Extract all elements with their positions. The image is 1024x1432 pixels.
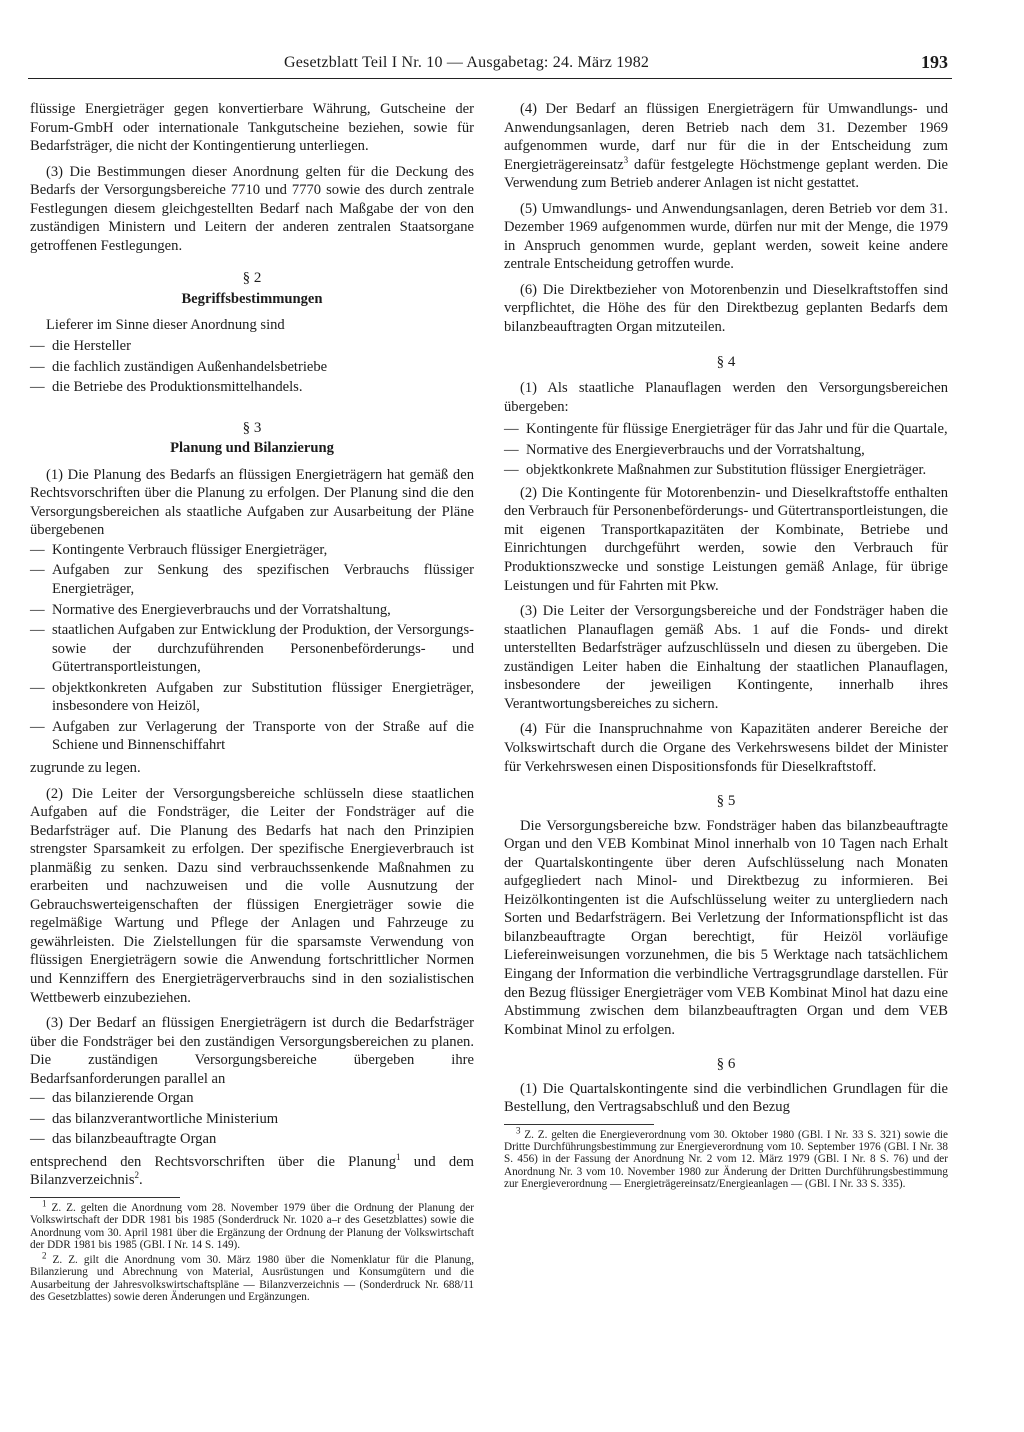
section-number: § 5 [716, 793, 736, 810]
footnote [30, 1250, 474, 1304]
list-item: — die Hersteller [30, 337, 474, 356]
paragraph: flüssige Energieträger gegen konvertierbare Währung, Gutscheine der Forum-GmbH oder internationale Tankgutscheine beziehen, sowie für Bedarfsträger, die nicht der Kontingentierung unterliegen. [30, 101, 474, 155]
paragraph: (5) Umwandlungs- und Anwendungsanlagen, deren Betrieb vor dem 31. Dezember 1969 aufgenommen wurde, dürfen nur mit der Menge, die 1979 in Anspruch genommen wurde, geplant werden, soweit keine andere zentrale Entscheidung getroffen wurde. [504, 200, 948, 273]
footnote-text: Z. Z. gelten die Anordnung vom 28. November 1979 über die Ordnung der Planung der Volkswirtschaft der DDR 1981 bis 1985 (Sonderdruck Nr. 1020 a–r des Gesetzblattes) sowie die Anordnung vom 30. April 1981 über die Ergänzung der Ordnung der Planung der Volkswirtschaft der DDR 1981 bis 1985 (GBl. I Nr. 14 S. 149). [30, 1201, 474, 1251]
paragraph: (2) Die Kontingente für Motorenbenzin- und Dieselkraftstoffe enthalten den Verbrauch für Personenbeförderungs- und Gütertransportleistungen, die mit eigenen Transportkapazitäten der Kombinate, Betriebe und Einrichtungen durchgeführt werden, sowie den Verbrauch für Produktionszwecke und sonstige Leistungen gemäß Anlage, für übrige Leistungen und für Fahrten mit Pkw. [504, 484, 948, 594]
right-column [504, 100, 948, 1193]
paragraph: (1) Die Quartalskontingente sind die verbindlichen Grundlagen für die Bestellung, den Vertragsabschluß und den Bezug [504, 1080, 948, 1116]
section-title: Planung und Bilanzierung [170, 440, 334, 457]
paragraph: Die Versorgungsbereiche bzw. Fondsträger haben das bilanzbeauftragte Organ und den VEB Kombinat Minol innerhalb von 10 Tagen nach Erhalt der Quartalskontingente über deren Aufschlüsselung nach Monaten aufgegliedert nach Minol- und Direktbezug zu informieren. Bei Heizölkontingenten ist die Aufschlüsselung weiter zu untergliedern nach Sorten und Bedarfsträgern. Bei Verletzung der Informationspflicht ist das bilanzbeauftragte Organ berechtigt, für Heizöl vorläufige Liefereinweisungen vorzunehmen, die bis 5 Werktage nach tatsächlichem Eingang der Information die verbindliche Vertragsgrundlage darstellen. Für den Bezug flüssiger Energieträger vom VEB Kombinat Minol hat dazu eine Abstimmung zwischen dem bilanzbeauftragten Organ und dem VEB Kombinat Minol zu erfolgen. [504, 817, 948, 1038]
page-header [28, 52, 952, 79]
paragraph: (3) Der Bedarf an flüssigen Energieträgern ist durch die Bedarfsträger über die Fondsträger bei den zuständigen Versorgungsbereichen zu planen. Die zuständigen Versorgungsbereiche übergeben ihre Bedarfsanforderungen parallel an [30, 1015, 474, 1087]
recipient-list [30, 1089, 474, 1149]
list-item: — Aufgaben zur Verlagerung der Transporte von der Straße auf die Schiene und Binnenschiffahrt [30, 718, 474, 755]
footnote-text: Z. Z. gelten die Energieverordnung vom 30. Oktober 1980 (GBl. I Nr. 33 S. 321) sowie die Dritte Durchführungsbestimmung zur Energieverordnung vom 10. September 1976 (GBl. I Nr. 38 S. 456) in der Fassung der Anordnung Nr. 2 vom 12. März 1979 (GBl. I Nr. 8 S. 76) und der Anordnung Nr. 3 vom 10. November 1980 zur Änderung der Dritten Durchführungsbestimmung zur Energieverordnung — Energieträgereinsatz/Energieanlagen — (GBl. I Nr. 33 S. 335). [504, 1128, 948, 1190]
list-item: — staatlichen Aufgaben zur Entwicklung der Produktion, der Versorgungs- sowie der durchzuführenden Personenbeförderungs- und Gütertransportleistungen, [30, 621, 474, 677]
list-item: — Aufgaben zur Senkung des spezifischen Verbrauchs flüssiger Energieträger, [30, 561, 474, 598]
left-column [30, 100, 474, 1306]
footnote-mark: 3 [516, 1125, 521, 1136]
footnote-ref: 3 [623, 154, 629, 165]
section-number: § 3 [242, 419, 262, 436]
paragraph: Lieferer im Sinne dieser Anordnung sind [46, 317, 285, 334]
list-item: — objektkonkrete Maßnahmen zur Substitution flüssiger Energieträger. [504, 461, 948, 480]
list-item: — das bilanzverantwortliche Ministerium [30, 1110, 474, 1129]
footnote-mark: 2 [42, 1250, 47, 1261]
footnote-mark: 1 [42, 1198, 47, 1209]
list-item: — Kontingente Verbrauch flüssiger Energieträger, [30, 541, 474, 560]
paragraph: (3) Die Leiter der Versorgungsbereiche und der Fondsträger haben die staatlichen Planauflagen gemäß Abs. 1 auf die Fonds- und direkt unterstellten Bedarfsträger aufzuschlüsseln und diesen zu übergeben. Die zuständigen Leiter haben die Einhaltung der staatlichen Planauflagen, insbesondere der jeweiligen Kontingente, innerhalb ihres Verantwortungsbereiches zu sichern. [504, 603, 948, 712]
section-title: Begriffsbestimmungen [181, 290, 323, 307]
paragraph: (3) Die Bestimmungen dieser Anordnung gelten für die Deckung des Bedarfs der Versorgungsbereiche 7710 und 7770 sowie des durch zentrale Festlegungen diesem gleichgestellten Bedarf nach Maßgabe der von den zuständigen Ministern und Leitern der anderen zentralen Staatsorgane getroffenen Festlegungen. [30, 163, 474, 254]
footnote-text: Z. Z. gilt die Anordnung vom 30. März 1980 über die Nomenklatur für die Planung, Bilanzierung und Abrechnung von Material, Ausrüstungen und Konsumgütern und die Ausarbeitung der Jahresvolkswirtschaftspläne — Bilanzverzeichnis — (Sonderdruck Nr. 688/11 des Gesetzblattes) sowie deren Änderungen und Ergänzungen. [30, 1254, 474, 1304]
list-item: — Normative des Energieverbrauchs und der Vorratshaltung, [30, 601, 474, 620]
text-run: und dem Bilanzverzeichnis [30, 1153, 474, 1189]
footnote-ref: 2 [134, 1170, 140, 1181]
paragraph [504, 100, 948, 193]
paragraph: (2) Die Leiter der Versorgungsbereiche schlüsseln diese staatlichen Aufgaben auf die Fondsträger, die Leiter der Fondsträger auf die Bedarfsträger auf. Die Planung des Bedarfs hat nach den Prinzipien strengster Sparsamkeit zu erfolgen. Der spezifische Energieverbrauch ist planmäßig zu senken. Dazu sind verbrauchssenkende Maßnahmen zu erarbeiten und nachzuweisen und die volle Ausnutzung der Gebrauchswerteigenschaften der flüssigen Energieträger sowie die regelmäßige Wartung und Pflege der Anlagen und Fahrzeuge zu gewährleisten. Die Zielstellungen für die sparsamste Verwendung von flüssigen Energieträgern sowie die Anwendung fortschrittlicher Normen und Kennziffern des Energieträgerverbrauchs sind in den sozialistischen Wettbewerb einzubeziehen. [30, 785, 474, 1006]
text-run: (4) Der Bedarf an flüssigen Energieträgern für Umwandlungs- und Anwendungsanlagen, deren Betrieb nach dem 31. Dezember 1969 aufgenommen wurde, darf nur für die in der Entscheidung zum Energieträgereinsatz [504, 101, 948, 173]
paragraph: (1) Als staatliche Planauflagen werden den Versorgungsbereichen übergeben: [504, 380, 948, 415]
paragraph: (6) Die Direktbezieher von Motorenbenzin und Dieselkraftstoffen sind verpflichtet, die Höhe des für den Direktbezug geplanten Bedarfs dem bilanzbeauftragten Organ mitzuteilen. [504, 281, 948, 336]
list-item: — die fachlich zuständigen Außenhandelsbetriebe [30, 358, 474, 377]
footnote-divider [30, 1197, 180, 1198]
section-number: § 2 [242, 270, 262, 287]
list-item: — Kontingente für flüssige Energieträger für das Jahr und für die Quartale, [504, 420, 948, 439]
paragraph: (1) Die Planung des Bedarfs an flüssigen Energieträgern hat gemäß den Rechtsvorschriften über die Planung zu erfolgen. Der Planung sind die den Versorgungsbereichen als staatliche Aufgaben zur Ausarbeitung der Pläne übergebenen [30, 466, 474, 539]
plan-list [504, 420, 948, 480]
list-item: — objektkonkreten Aufgaben zur Substitution flüssiger Energieträger, insbesondere von Heizöl, [30, 679, 474, 716]
footnotes [504, 1125, 948, 1190]
list-item: — Normative des Energieverbrauchs und der Vorratshaltung, [504, 441, 948, 460]
paragraph: zugrunde zu legen. [30, 759, 141, 776]
list-item: — das bilanzierende Organ [30, 1089, 474, 1108]
definition-list [30, 337, 474, 397]
text-run: entsprechend den Rechtsvorschriften über die Planung [30, 1153, 397, 1170]
section-number: § 6 [716, 1056, 736, 1073]
page-number: 193 [921, 52, 948, 72]
footnote [504, 1125, 948, 1190]
footnote [30, 1198, 474, 1251]
planning-list [30, 541, 474, 755]
paragraph: entsprechend den Rechtsvorschriften über die Planung$^1$ und dem Bilanzverzeichnis$^2$. [30, 1152, 474, 1189]
text-run: dafür festgelegte Höchstmenge geplant werden. Die Verwendung zum Betrieb anderer Anlagen ist nicht gestattet. [504, 156, 948, 192]
footnotes [30, 1198, 474, 1304]
list-item: — das bilanzbeauftragte Organ [30, 1130, 474, 1149]
footnote-divider [504, 1124, 654, 1125]
footnote-ref: 1 [396, 1152, 401, 1163]
paragraph: (4) Für die Inanspruchnahme von Kapazitäten anderer Bereiche der Volkswirtschaft durch die Organe des Verkehrswesens bildet der Minister für Verkehrswesen einen Dispositionsfonds für Dieselkraftstoff. [504, 721, 948, 775]
header-title: Gesetzblatt Teil I Nr. 10 — Ausgabetag: 24. März 1982 [284, 54, 650, 71]
section-number: § 4 [716, 353, 736, 370]
list-item: — die Betriebe des Produktionsmittelhandels. [30, 378, 474, 397]
